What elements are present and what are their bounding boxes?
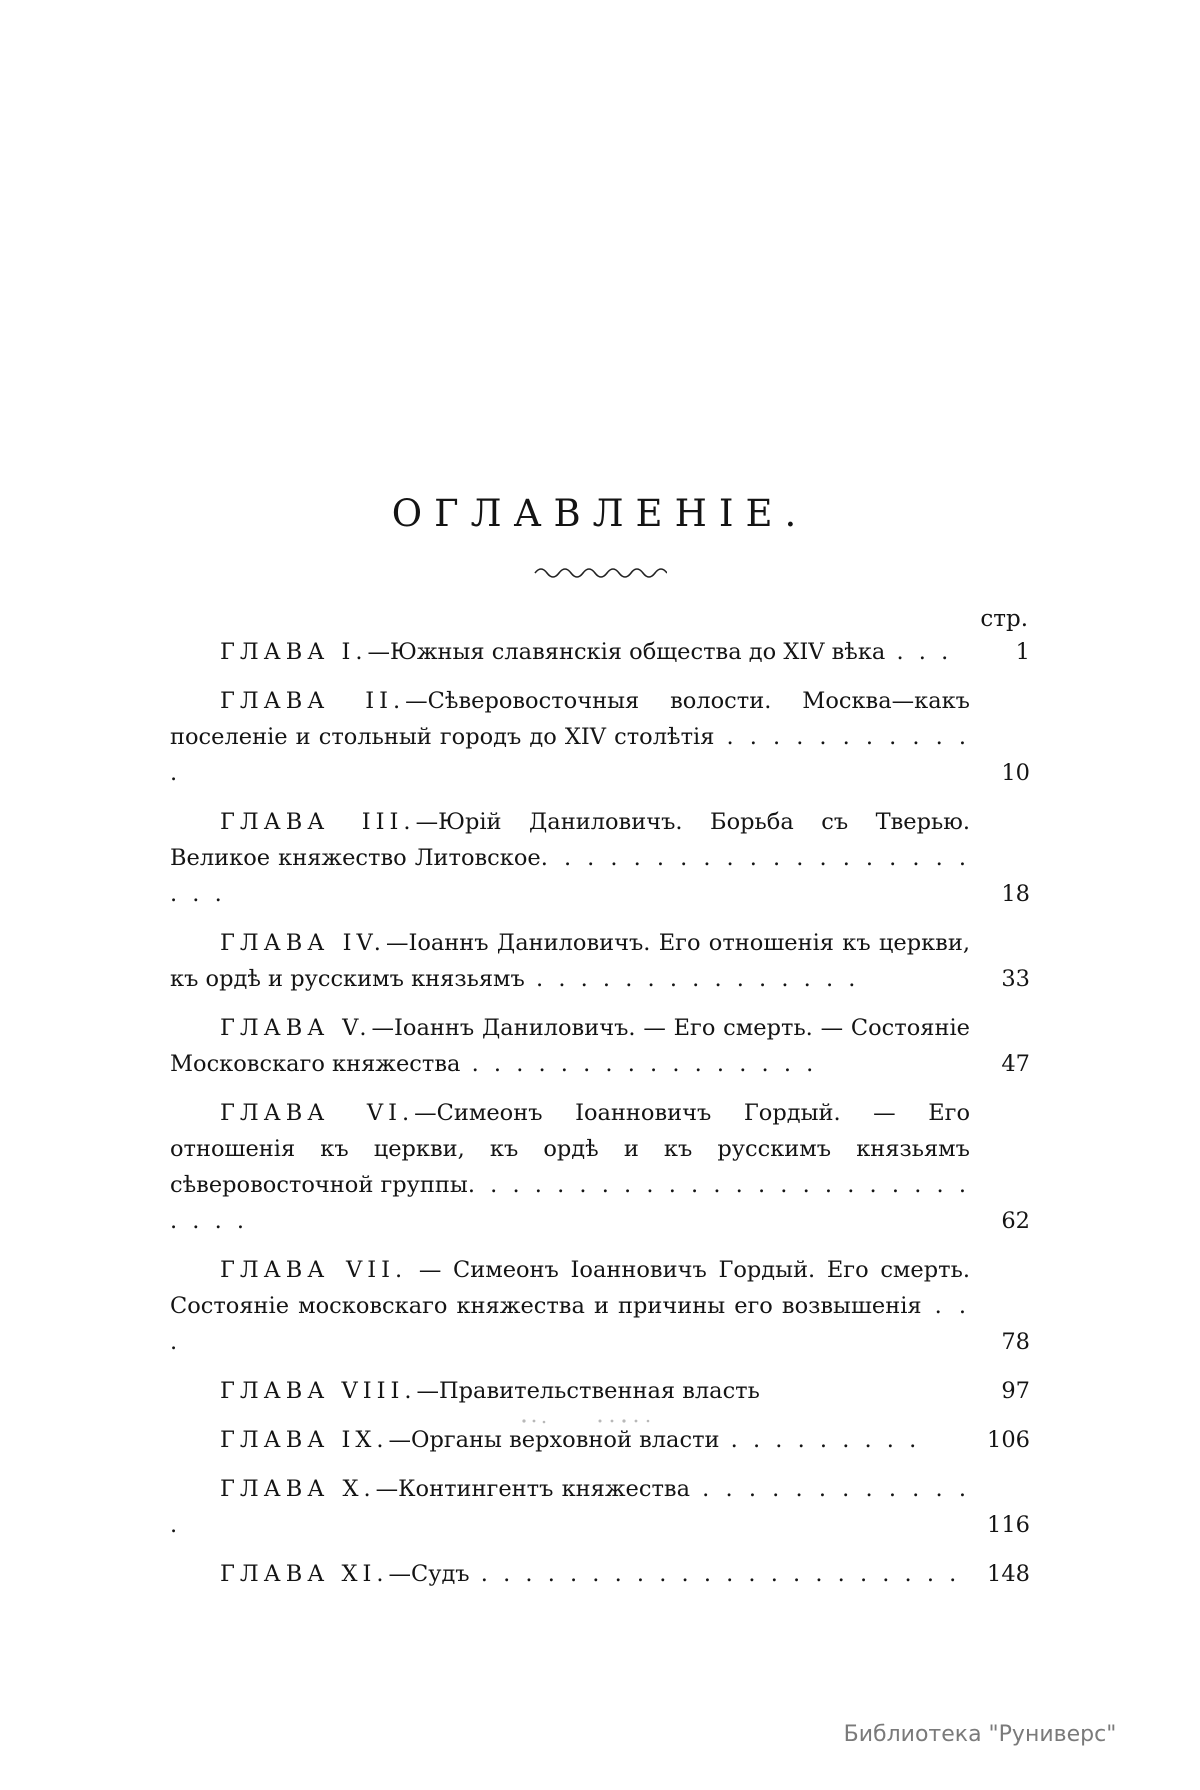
- chapter-title: —Контингентъ княжества: [375, 1476, 690, 1502]
- chapter-label: ГЛАВА II.: [220, 688, 406, 714]
- toc-entry: [170, 1422, 1030, 1458]
- leader-dots: . . . . . . . . .: [719, 1427, 921, 1453]
- chapter-title: —Симеонъ Іоанновичъ Гордый. — Его отношенія къ церкви, къ ордѣ и къ русскимъ князьямъ сѣверовосточной группы: [170, 1100, 970, 1198]
- page-number: 10: [1001, 760, 1030, 786]
- leader-dots: . . . . . . . . . . . . . . . .: [460, 1051, 818, 1077]
- leader-dots: . . .: [170, 1293, 970, 1355]
- toc-entry: [170, 683, 1030, 791]
- chapter-label: ГЛАВА III.: [220, 809, 416, 835]
- chapter-title: —Правительственная власть: [416, 1378, 760, 1404]
- leader-dots: . . . . . . . . . . . . . . . . . . . . . .: [170, 845, 970, 907]
- page-number: 148: [987, 1561, 1030, 1587]
- wavy-ornament: [533, 564, 667, 580]
- leader-dots: . . . . . . . . . . . . . . .: [524, 966, 860, 992]
- chapter-title: —Іоаннъ Даниловичъ. Его отношенія къ церкви, къ ордѣ и русскимъ князьямъ: [170, 930, 971, 992]
- print-smudge: [520, 1415, 670, 1427]
- leader-dots: . . . . . . . . . . . . . . . . . . . . . . . . . . .: [170, 1172, 970, 1234]
- chapter-label: ГЛАВА X.: [220, 1476, 376, 1502]
- chapter-label: ГЛАВА V.: [220, 1015, 372, 1041]
- leader-dots: . . .: [885, 639, 953, 665]
- page-number: 78: [1001, 1329, 1030, 1355]
- chapter-title: — Симеонъ Іоанновичъ Гордый. Его смерть. Состояніе московскаго княжества и причины его возвышенія: [170, 1257, 970, 1319]
- page-number: 33: [1001, 966, 1030, 992]
- toc-entry: [170, 1373, 1030, 1409]
- page-title: ОГЛАВЛЕНІЕ.: [391, 492, 809, 535]
- page-number: 47: [1001, 1051, 1030, 1077]
- library-stamp: Библиотека "Руниверс": [843, 1722, 1117, 1747]
- chapter-title: —Южныя славянскія общества до XIV вѣка: [367, 639, 886, 665]
- toc-entry: [170, 1095, 1030, 1239]
- leader-dots: . . . . . . . . . . . . . . . . . . . . . .: [469, 1561, 961, 1587]
- toc-entry: [170, 634, 1030, 670]
- page-number: 18: [1001, 881, 1030, 907]
- chapter-title: —Судъ: [388, 1561, 470, 1587]
- page-number: 97: [1001, 1378, 1030, 1404]
- chapter-label: ГЛАВА VII.: [220, 1257, 408, 1283]
- chapter-label: ГЛАВА VI.: [220, 1100, 415, 1126]
- toc-entry: [170, 925, 1030, 997]
- leader-dots: . . . . . . . . . . . .: [170, 724, 970, 786]
- chapter-title: —Іоаннъ Даниловичъ. — Его смерть. — Состояніе Московскаго княжества: [170, 1015, 970, 1077]
- chapter-title: —Юрій Даниловичъ. Борьба съ Тверью. Великое княжество Литовское: [170, 809, 970, 871]
- page-number: 1: [1015, 639, 1030, 665]
- toc-entry: [170, 804, 1030, 912]
- chapter-label: ГЛАВА I.: [220, 639, 368, 665]
- chapter-label: ГЛАВА IX.: [220, 1427, 389, 1453]
- chapter-title: —Органы верховной власти: [388, 1427, 720, 1453]
- toc-entry: [170, 1471, 1030, 1543]
- chapter-label: ГЛАВА IV.: [220, 930, 386, 956]
- chapter-label: ГЛАВА VIII.: [220, 1378, 417, 1404]
- toc-entry: [170, 1010, 1030, 1082]
- toc-entry: [170, 1252, 1030, 1360]
- toc-entry: [170, 1556, 1030, 1592]
- page-number: 62: [1001, 1208, 1030, 1234]
- page-number: 116: [987, 1512, 1030, 1538]
- leader-dots: . . . . . . . . . . . . .: [170, 1476, 970, 1538]
- chapter-label: ГЛАВА XI.: [220, 1561, 389, 1587]
- table-of-contents: [170, 634, 1030, 1592]
- page-number: 106: [987, 1427, 1030, 1453]
- chapter-title: —Сѣверовосточныя волости. Москва—какъ поселеніе и стольный городъ до XIV столѣтія: [170, 688, 970, 750]
- page-column-label: стр.: [980, 606, 1028, 632]
